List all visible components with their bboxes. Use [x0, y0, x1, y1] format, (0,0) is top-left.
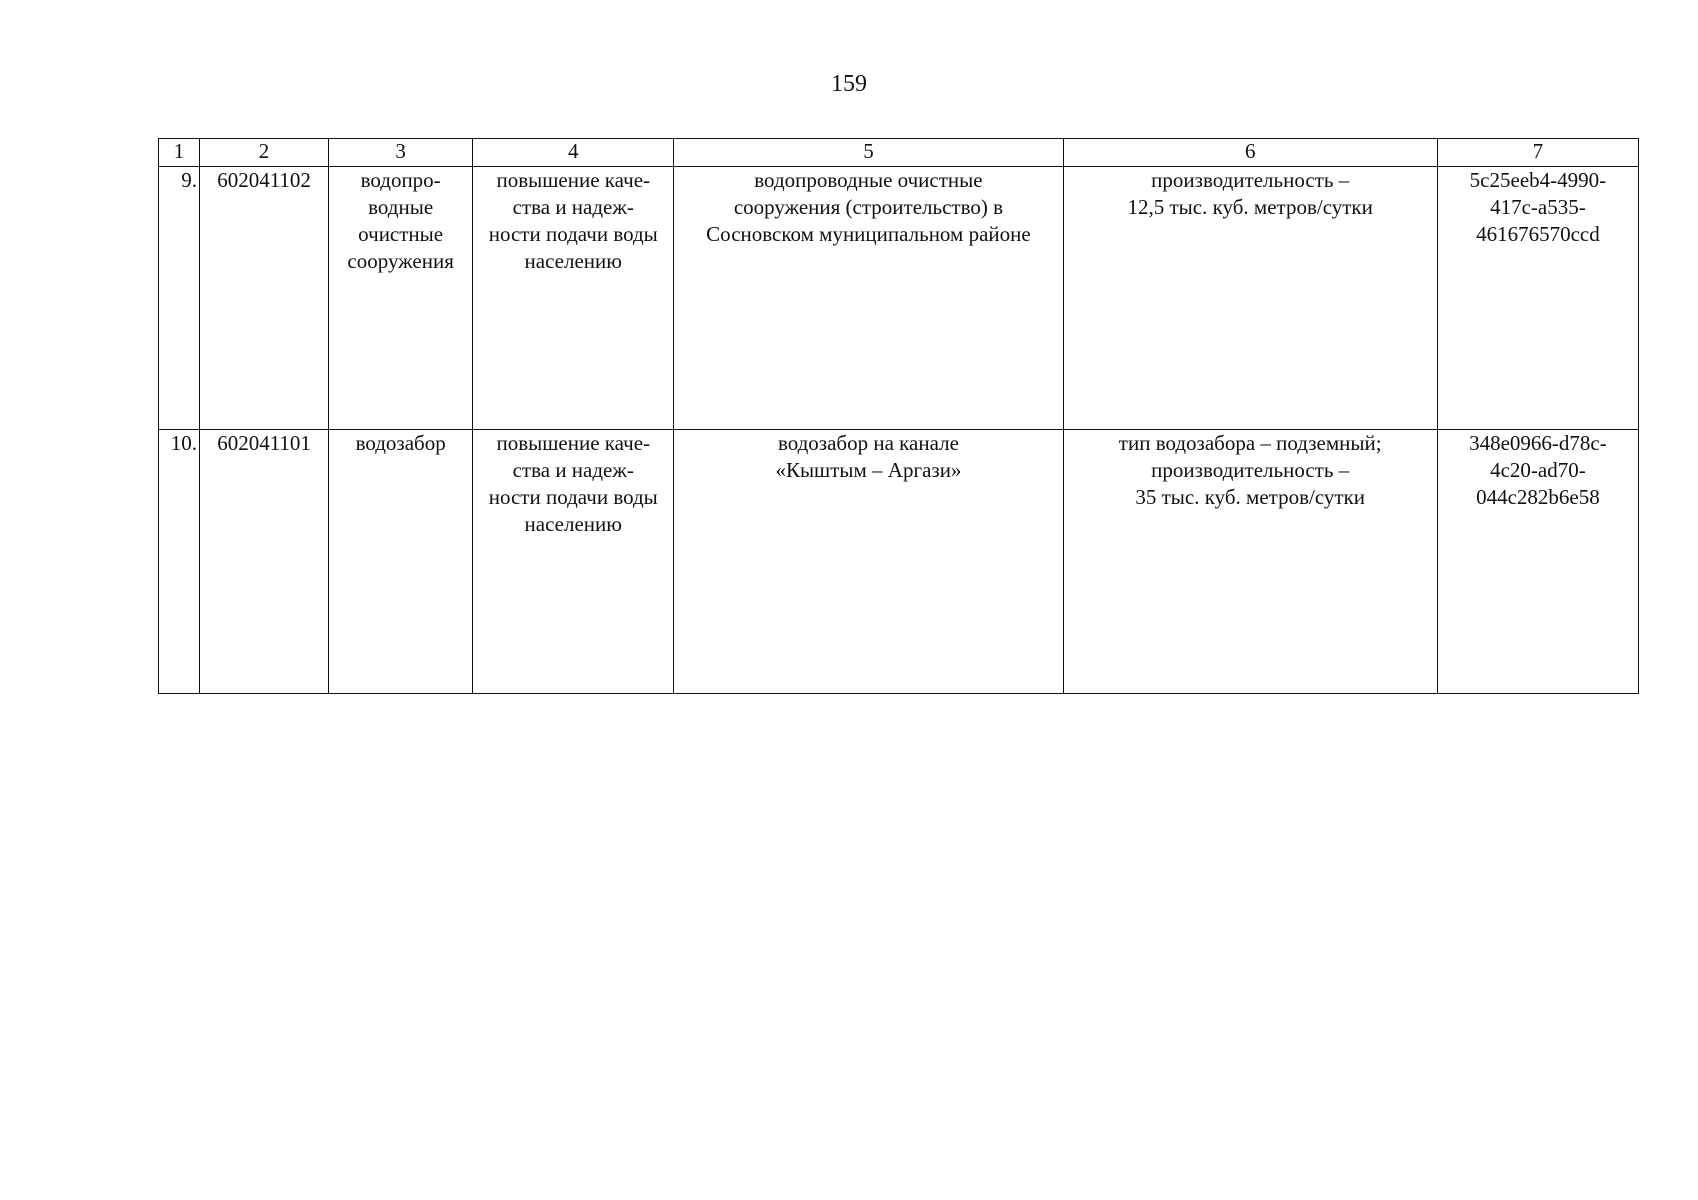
row-number: 10.: [170, 431, 198, 455]
row-number-cell: [159, 167, 200, 430]
row-number: 9.: [181, 168, 198, 192]
table-header-row: [159, 139, 1639, 167]
table-row: [159, 430, 1639, 694]
page-number: 159: [831, 71, 867, 97]
object-name: водопроводные очистные сооружения (строительство) в Сосновском муниципальном районе: [706, 168, 1031, 246]
column-header-4: 4: [473, 139, 674, 167]
column-header-5: 5: [674, 139, 1063, 167]
object-id: 5c25eeb4-4990- 417c-a535- 461676570ccd: [1469, 168, 1607, 246]
object-type: водозабор: [355, 431, 446, 455]
objects-table: [158, 138, 1639, 694]
object-characteristics-cell: [1063, 167, 1437, 430]
object-type-cell: [329, 167, 473, 430]
object-name: водозабор на канале «Кыштым – Аргази»: [775, 431, 962, 482]
object-type-cell: [329, 430, 473, 694]
object-goal: повышение каче- ства и надеж- ности подачи воды населению: [488, 168, 658, 273]
object-code-cell: [200, 430, 329, 694]
column-header-2: 2: [200, 139, 329, 167]
object-code: 602041102: [217, 168, 311, 192]
object-goal-cell: [473, 430, 674, 694]
object-name-cell: [674, 167, 1063, 430]
object-characteristics-cell: [1063, 430, 1437, 694]
object-characteristics: производительность – 12,5 тыс. куб. метров/сутки: [1127, 168, 1373, 219]
object-type: водопро- водные очистные сооружения: [347, 168, 454, 273]
object-id: 348e0966-d78c- 4c20-ad70- 044c282b6e58: [1469, 431, 1607, 509]
table-row: [159, 167, 1639, 430]
object-code: 602041101: [217, 431, 311, 455]
object-id-cell: [1437, 430, 1638, 694]
column-header-7: 7: [1437, 139, 1638, 167]
object-characteristics: тип водозабора – подземный; производительность – 35 тыс. куб. метров/сутки: [1118, 431, 1382, 509]
column-header-1: 1: [159, 139, 200, 167]
object-goal-cell: [473, 167, 674, 430]
object-code-cell: [200, 167, 329, 430]
column-header-6: 6: [1063, 139, 1437, 167]
object-goal: повышение каче- ства и надеж- ности подачи воды населению: [488, 431, 658, 536]
column-header-3: 3: [329, 139, 473, 167]
object-id-cell: [1437, 167, 1638, 430]
row-number-cell: [159, 430, 200, 694]
object-name-cell: [674, 430, 1063, 694]
